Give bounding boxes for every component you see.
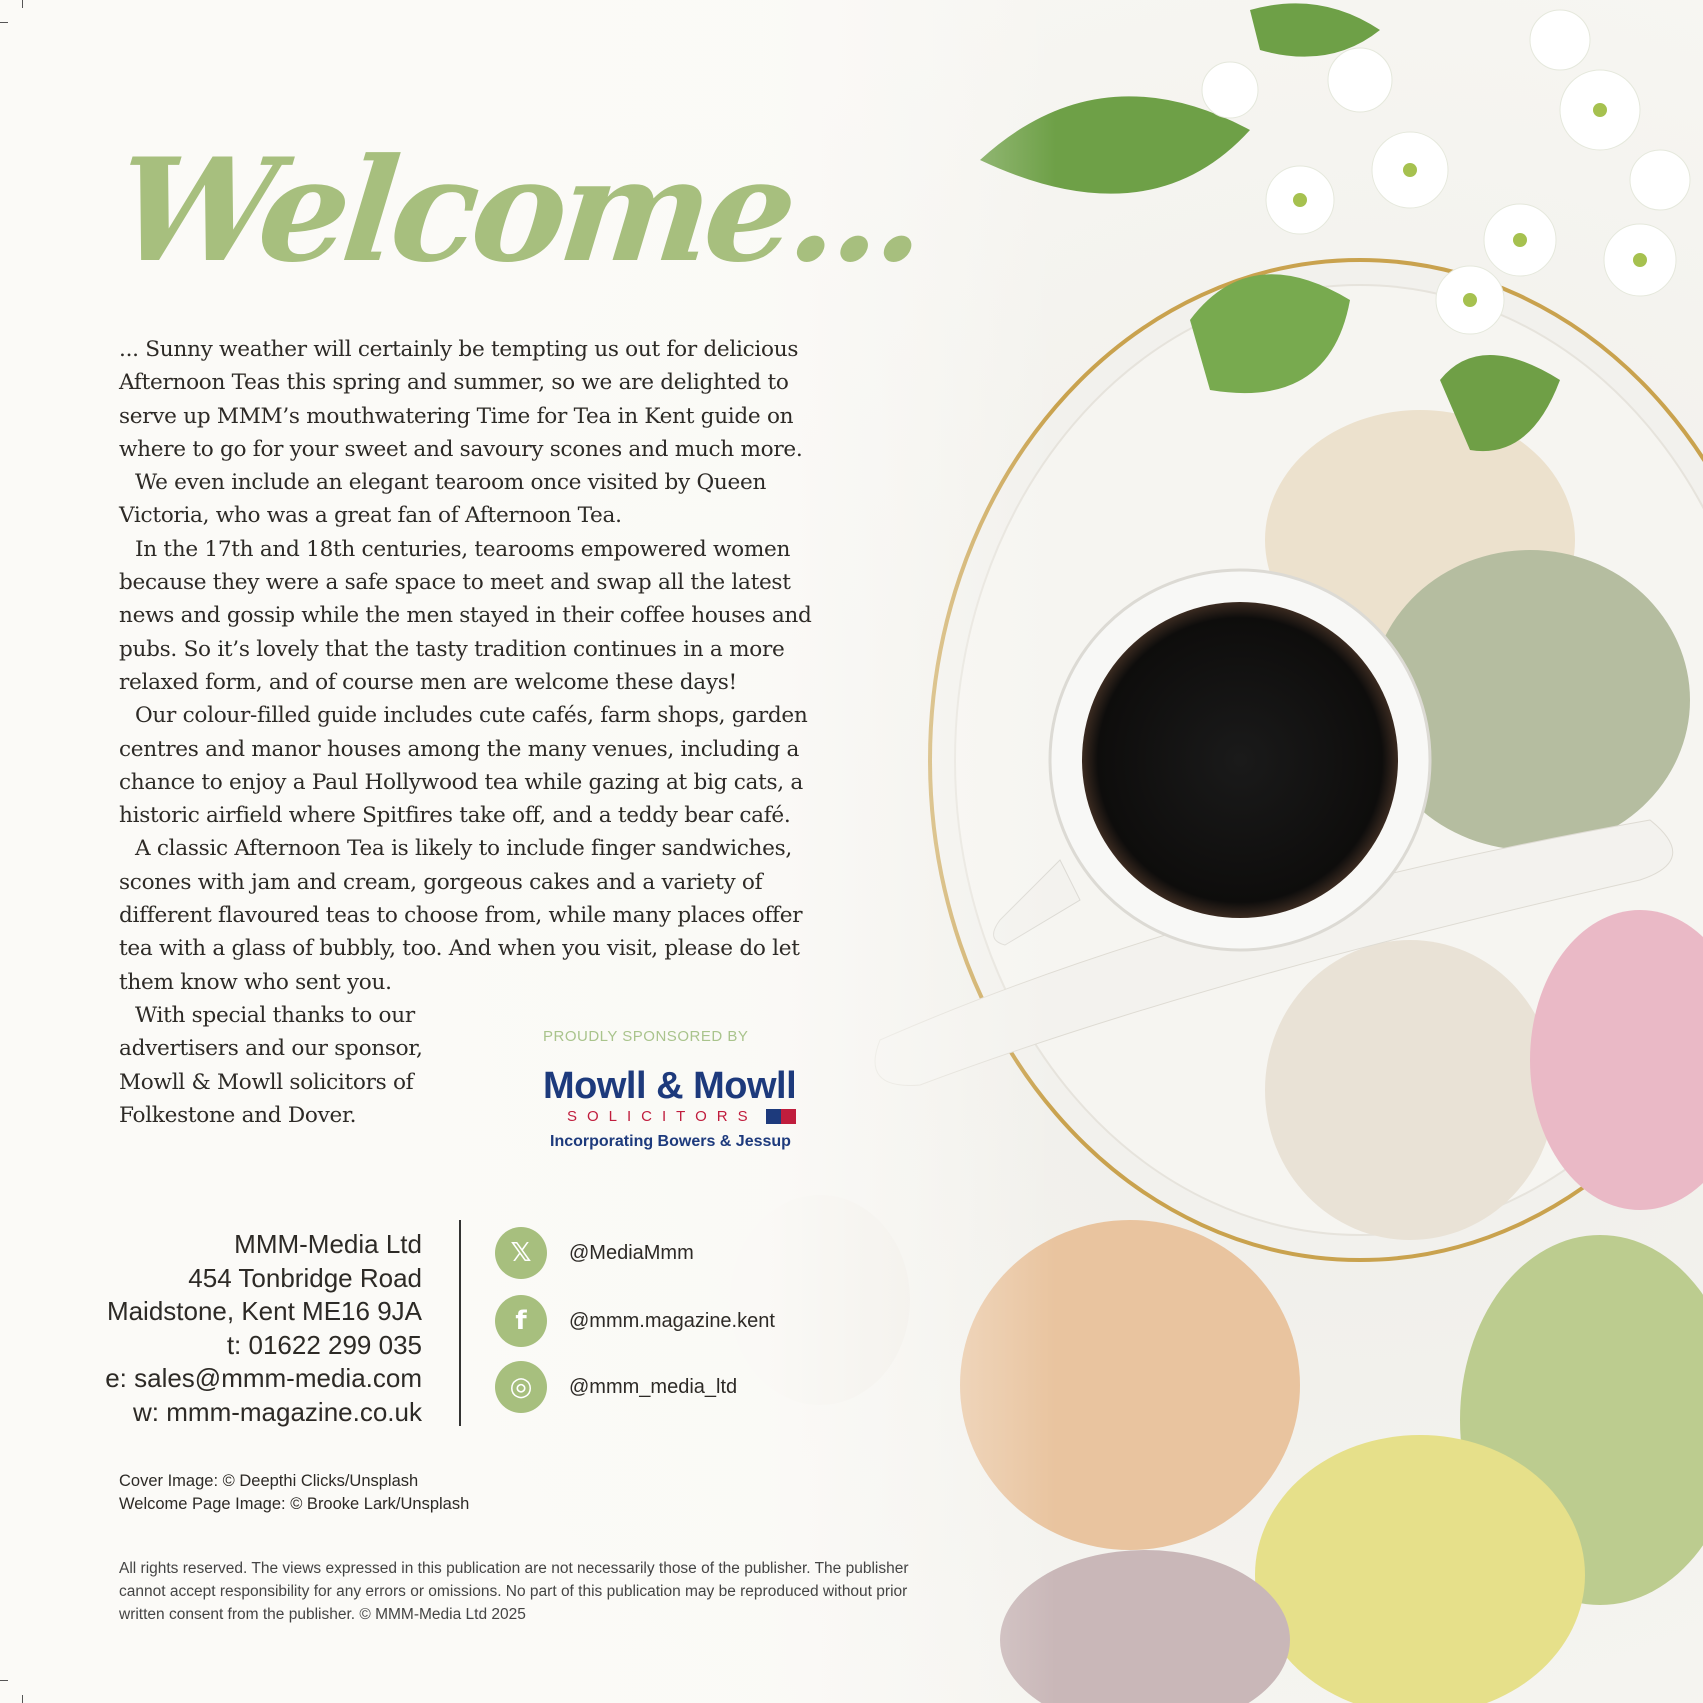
street: 454 Tonbridge Road [188, 1262, 422, 1293]
company-name: MMM-Media Ltd [234, 1229, 422, 1259]
social-handle: @mmm.magazine.kent [569, 1309, 775, 1332]
x-icon: 𝕏 [495, 1227, 547, 1279]
paragraph-thanks: With special thanks to our advertisers and our sponsor, Mowll & Mowll solicitors of Folkestone and Dover. [119, 1002, 423, 1128]
website-link[interactable]: w: mmm-magazine.co.uk [133, 1396, 422, 1427]
sponsor-solicitors: SOLICITORS [567, 1108, 758, 1125]
legal-notice: All rights reserved. The views expressed in this publication are not necessarily those of the publisher. The publisher cannot accept responsibility for any errors or omissions. No part of this publication may be reproduced without prior written consent from the publisher. © MMM-Media Ltd 2025 [119, 1560, 909, 1623]
sponsor-label: PROUDLY SPONSORED BY [543, 1028, 749, 1045]
phone: t: 01622 299 035 [226, 1329, 422, 1360]
social-handle: @MediaMmm [569, 1241, 694, 1264]
paragraph-history: In the 17th and 18th centuries, tearooms empowered women because they were a safe space to meet and swap all the latest news and gossip while the men stayed in their coffee houses and pubs. So it’s lovely that the tasty tradition continues in a more relaxed form, and of course men are welcome these days! [119, 536, 812, 695]
paragraph-queen-victoria: We even include an elegant tearoom once visited by Queen Victoria, who was a great fan of Afternoon Tea. [119, 470, 767, 529]
sponsor-logo-name: Mowll & Mowll [543, 1065, 797, 1107]
email-link[interactable]: e: sales@mmm-media.com [105, 1363, 422, 1393]
crop-mark [22, 0, 23, 8]
paragraph-guide: Our colour-filled guide includes cute cafés, farm shops, garden centres and manor houses among the many venues, including a chance to enjoy a Paul Hollywood tea while gazing at big cats, a historic airfield where Spitfires take off, and a teddy bear café. [119, 703, 808, 829]
sponsor-incorporating: Incorporating Bowers & Jessup [550, 1133, 791, 1150]
page-title: Welcome... [109, 128, 929, 294]
facebook-icon: f [495, 1295, 547, 1347]
paragraph-classic-tea: A classic Afternoon Tea is likely to include finger sandwiches, scones with jam and cream, gorgeous cakes and a variety of different flavoured teas to choose from, while many places offer tea with a glass of bubbly, too. And when you visit, please do let them know who sent you. [119, 836, 803, 995]
cover-credit: Cover Image: © Deepthi Clicks/Unsplash [119, 1472, 419, 1490]
logo-square-navy [766, 1109, 781, 1124]
logo-square-red [781, 1109, 796, 1124]
crop-mark [22, 1695, 23, 1703]
social-facebook[interactable] [495, 1295, 775, 1347]
crop-mark [0, 1680, 8, 1681]
sponsor-block [543, 1028, 833, 1151]
social-x[interactable] [495, 1227, 694, 1279]
divider [459, 1220, 461, 1426]
instagram-icon: ◎ [495, 1361, 547, 1413]
crop-mark [0, 22, 8, 23]
welcome-article [119, 333, 839, 1132]
social-handle: @mmm_media_ltd [569, 1375, 738, 1398]
town: Maidstone, Kent ME16 9JA [106, 1296, 422, 1326]
paragraph-intro: ... Sunny weather will certainly be tempting us out for delicious Afternoon Teas this spring and summer, so we are delighted to serve up MMM’s mouthwatering Time for Tea in Kent guide on where to go for your sweet and savoury scones and much more. [119, 337, 803, 462]
social-instagram[interactable] [495, 1361, 737, 1413]
welcome-credit: Welcome Page Image: © Brooke Lark/Unsplash [119, 1495, 470, 1513]
publisher-address [105, 1228, 422, 1429]
image-credits [119, 1470, 469, 1516]
sponsor-logo-sub [543, 1108, 833, 1125]
